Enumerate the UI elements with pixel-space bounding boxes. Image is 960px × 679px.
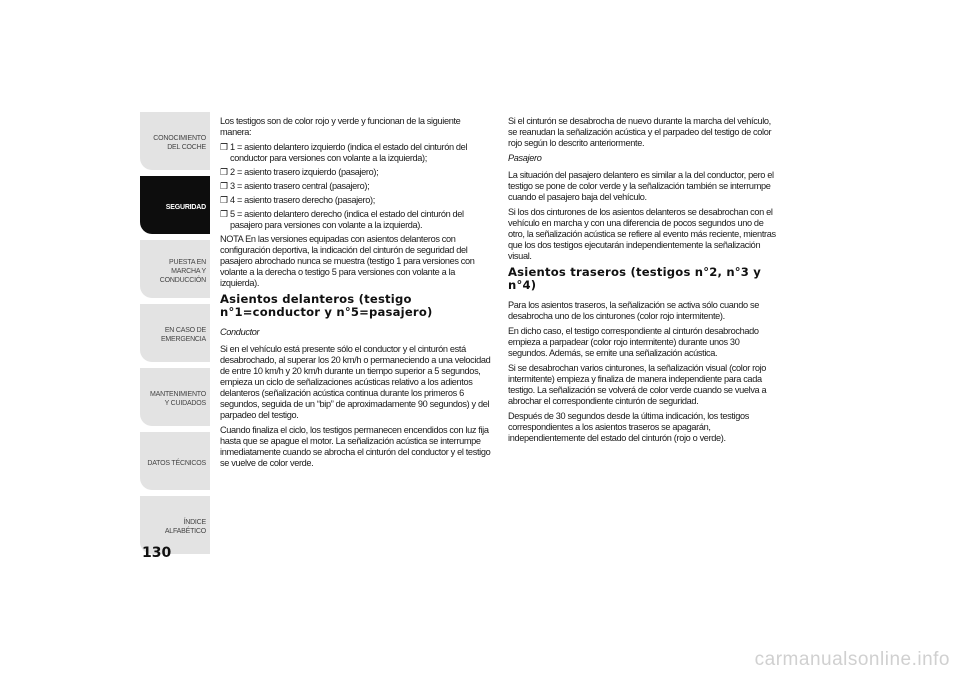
section-heading-asientos-traseros: Asientos traseros (testigos n°2, n°3 y n°4) (508, 265, 762, 292)
tab-label: MANTENIMIENTO Y CUIDADOS (150, 391, 206, 407)
list-item-text: 4 = asiento trasero derecho (pasajero); (230, 195, 375, 205)
checkbox-bullet-icon: ❐ (220, 167, 228, 177)
list-item (220, 167, 492, 178)
body-paragraph: Para los asientos traseros, la señalización se activa sólo cuando se desabrocha uno de los cinturones (color rojo intermitente). (508, 300, 759, 321)
watermark: carmanualsonline.info (754, 649, 950, 670)
list-item-text: 2 = asiento trasero izquierdo (pasajero); (230, 167, 379, 177)
subheading-pasajero: Pasajero (508, 153, 542, 163)
tab-seguridad[interactable] (140, 176, 210, 234)
tab-puesta-en-marcha[interactable] (140, 240, 210, 298)
tab-label: SEGURIDAD (165, 203, 206, 211)
left-column (220, 116, 492, 473)
checkbox-bullet-icon: ❐ (220, 195, 228, 205)
body-paragraph: Cuando finaliza el ciclo, los testigos permanecen encendidos con luz fija hasta que se apague el motor. La señalización acústica se interrumpe inmediatamente cuando se abrocha el cinturón del conductor y el testigo se vuelve de color verde. (220, 425, 491, 468)
list-item (220, 209, 492, 231)
list-item-text: 5 = asiento delantero derecho (indica el estado del cinturón del pasajero para versiones con volante a la izquierda). (230, 209, 464, 230)
tab-datos-tecnicos[interactable] (140, 432, 210, 490)
checkbox-bullet-icon: ❐ (220, 142, 228, 152)
subheading-conductor: Conductor (220, 327, 260, 337)
body-paragraph: Si los dos cinturones de los asientos delanteros se desabrochan con el vehículo en marcha y con una diferencia de pocos segundos uno de otro, la señalización acústica se refiere al evento más reciente, mientras que los dos testigos ejecutarán independientemente la señalización visual. (508, 207, 776, 261)
tab-label: ÍNDICE ALFABÉTICO (164, 519, 206, 535)
tab-mantenimiento[interactable] (140, 368, 210, 426)
body-paragraph: En dicho caso, el testigo correspondiente al cinturón desabrochado empieza a parpadear (color rojo intermitente) durante unos 30 segundos. Además, se emite una señalización acústica. (508, 326, 759, 358)
body-paragraph: Si se desabrochan varios cinturones, la señalización visual (color rojo intermitente) empieza y finaliza de manera independiente para cada testigo. La señalización se volverá de color verde cuando se vuelva a abrochar el correspondiente cinturón de seguridad. (508, 363, 767, 406)
tab-conocimiento-del-coche[interactable] (140, 112, 210, 170)
chapter-sidebar (140, 112, 210, 560)
list-item-text: 3 = asiento trasero central (pasajero); (230, 181, 370, 191)
tab-label: DATOS TÉCNICOS (147, 459, 206, 467)
tab-en-caso-de-emergencia[interactable] (140, 304, 210, 362)
tab-label: EN CASO DE EMERGENCIA (160, 327, 206, 343)
section-heading-asientos-delanteros: Asientos delanteros (testigo n°1=conductor y n°5=pasajero) (220, 292, 433, 319)
body-paragraph: Después de 30 segundos desde la última indicación, los testigos correspondientes a los asientos traseros se apagarán, independientemente del estado del cinturón (rojo o verde). (508, 411, 749, 443)
body-paragraph: La situación del pasajero delantero es similar a la del conductor, pero el testigo se pone de color verde y la señalización también se interrumpe cuando el pasajero baja del vehículo. (508, 170, 774, 202)
page-number: 130 (142, 545, 172, 561)
tab-label: PUESTA EN MARCHA Y CONDUCCIÓN (159, 258, 206, 284)
checkbox-bullet-icon: ❐ (220, 209, 228, 219)
nota-paragraph: NOTA En las versiones equipadas con asientos delanteros con configuración deportiva, la indicación del cinturón de seguridad del pasajero abrochado nunca se muestra (testigo 1 para versiones con volante a la derecha o testigo 5 para versiones con volante a la izquierda). (220, 234, 475, 288)
right-column (508, 116, 780, 448)
intro-paragraph: Los testigos son de color rojo y verde y funcionan de la siguiente manera: (220, 116, 461, 137)
checkbox-bullet-icon: ❐ (220, 181, 228, 191)
list-item (220, 142, 492, 164)
body-paragraph: Si en el vehículo está presente sólo el conductor y el cinturón está desabrochado, al superar los 20 km/h o permaneciendo a una velocidad de entre 10 km/h y 20 km/h durante un tiempo superior a 5 segundos, empieza un ciclo de señalizaciones acústicas relativo a los adientos delanteros (señalización acústica continua durante los primeros 6 segundos, seguida de un “bip” de aproximadamente 90 segundos) y del parpadeo del testigo. (220, 344, 491, 420)
list-item (220, 181, 492, 192)
tab-label: CONOCIMIENTO DEL COCHE (153, 135, 206, 151)
list-item (220, 195, 492, 206)
body-paragraph: Si el cinturón se desabrocha de nuevo durante la marcha del vehículo, se reanudan la señalización acústica y el parpadeo del testigo de color rojo según lo descrito anteriormente. (508, 116, 772, 148)
list-item-text: 1 = asiento delantero izquierdo (indica el estado del cinturón del conductor para versiones con volante a la izquierda); (230, 142, 468, 163)
